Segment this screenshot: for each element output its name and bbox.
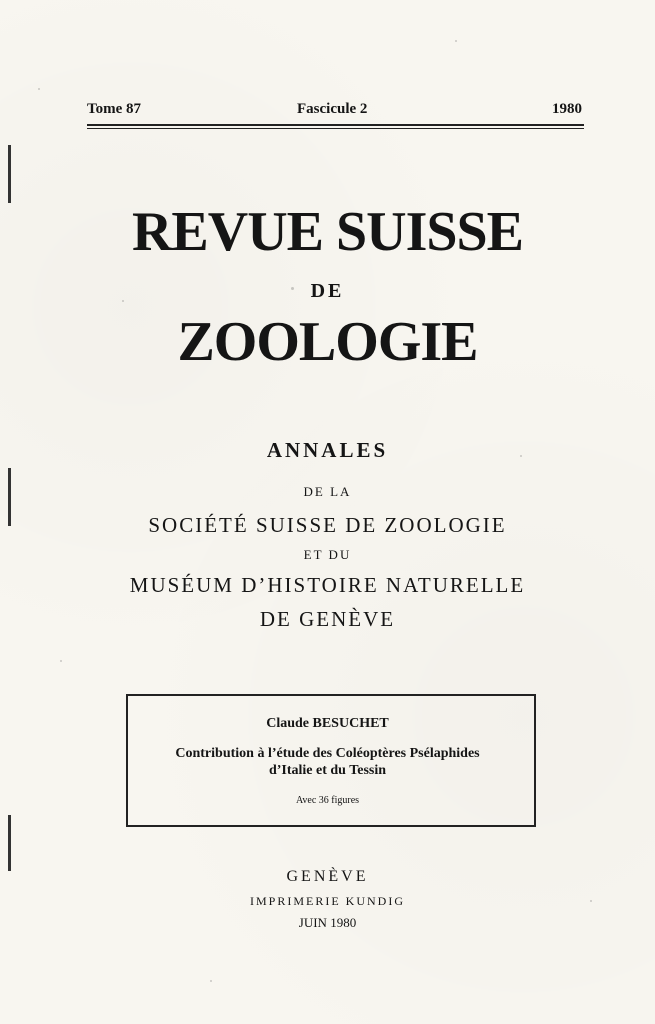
journal-title-line2: ZOOLOGIE	[177, 311, 478, 373]
journal-title-de: DE	[310, 280, 345, 302]
fascicule-label: Fascicule 2	[297, 101, 368, 117]
de-la-text: DE LA	[303, 484, 352, 499]
paper-speck	[38, 88, 40, 90]
imprint-date: JUIN 1980	[298, 915, 357, 930]
museum-city: DE GENÈVE	[259, 607, 396, 631]
imprint-city: GENÈVE	[286, 868, 369, 885]
tome-label: Tome 87	[87, 101, 142, 117]
annales-heading: ANNALES	[266, 438, 389, 462]
et-du-text: ET DU	[303, 547, 352, 562]
imprint-printer: IMPRIMERIE KUNDIG	[250, 894, 405, 908]
header-rule-thin	[87, 128, 584, 129]
article-figures-note: Avec 36 figures	[295, 795, 360, 806]
binding-mark-top	[8, 145, 11, 203]
paper-speck	[60, 660, 62, 662]
paper-speck	[455, 40, 457, 42]
paper-speck	[210, 980, 212, 982]
binding-mark-bottom	[8, 815, 11, 871]
museum-name: MUSÉUM D’HISTOIRE NATURELLE	[129, 573, 526, 597]
year-label: 1980	[552, 101, 582, 117]
article-author: Claude BESUCHET	[266, 716, 389, 731]
article-title-line2: d’Italie et du Tessin	[268, 763, 387, 778]
issue-header	[87, 101, 582, 123]
society-name: SOCIÉTÉ SUISSE DE ZOOLOGIE	[148, 513, 507, 537]
journal-title-line1: REVUE SUISSE	[131, 201, 524, 263]
header-rule-thick	[87, 124, 584, 126]
article-title-line1: Contribution à l’étude des Coléoptères Psélaphides	[175, 746, 480, 761]
